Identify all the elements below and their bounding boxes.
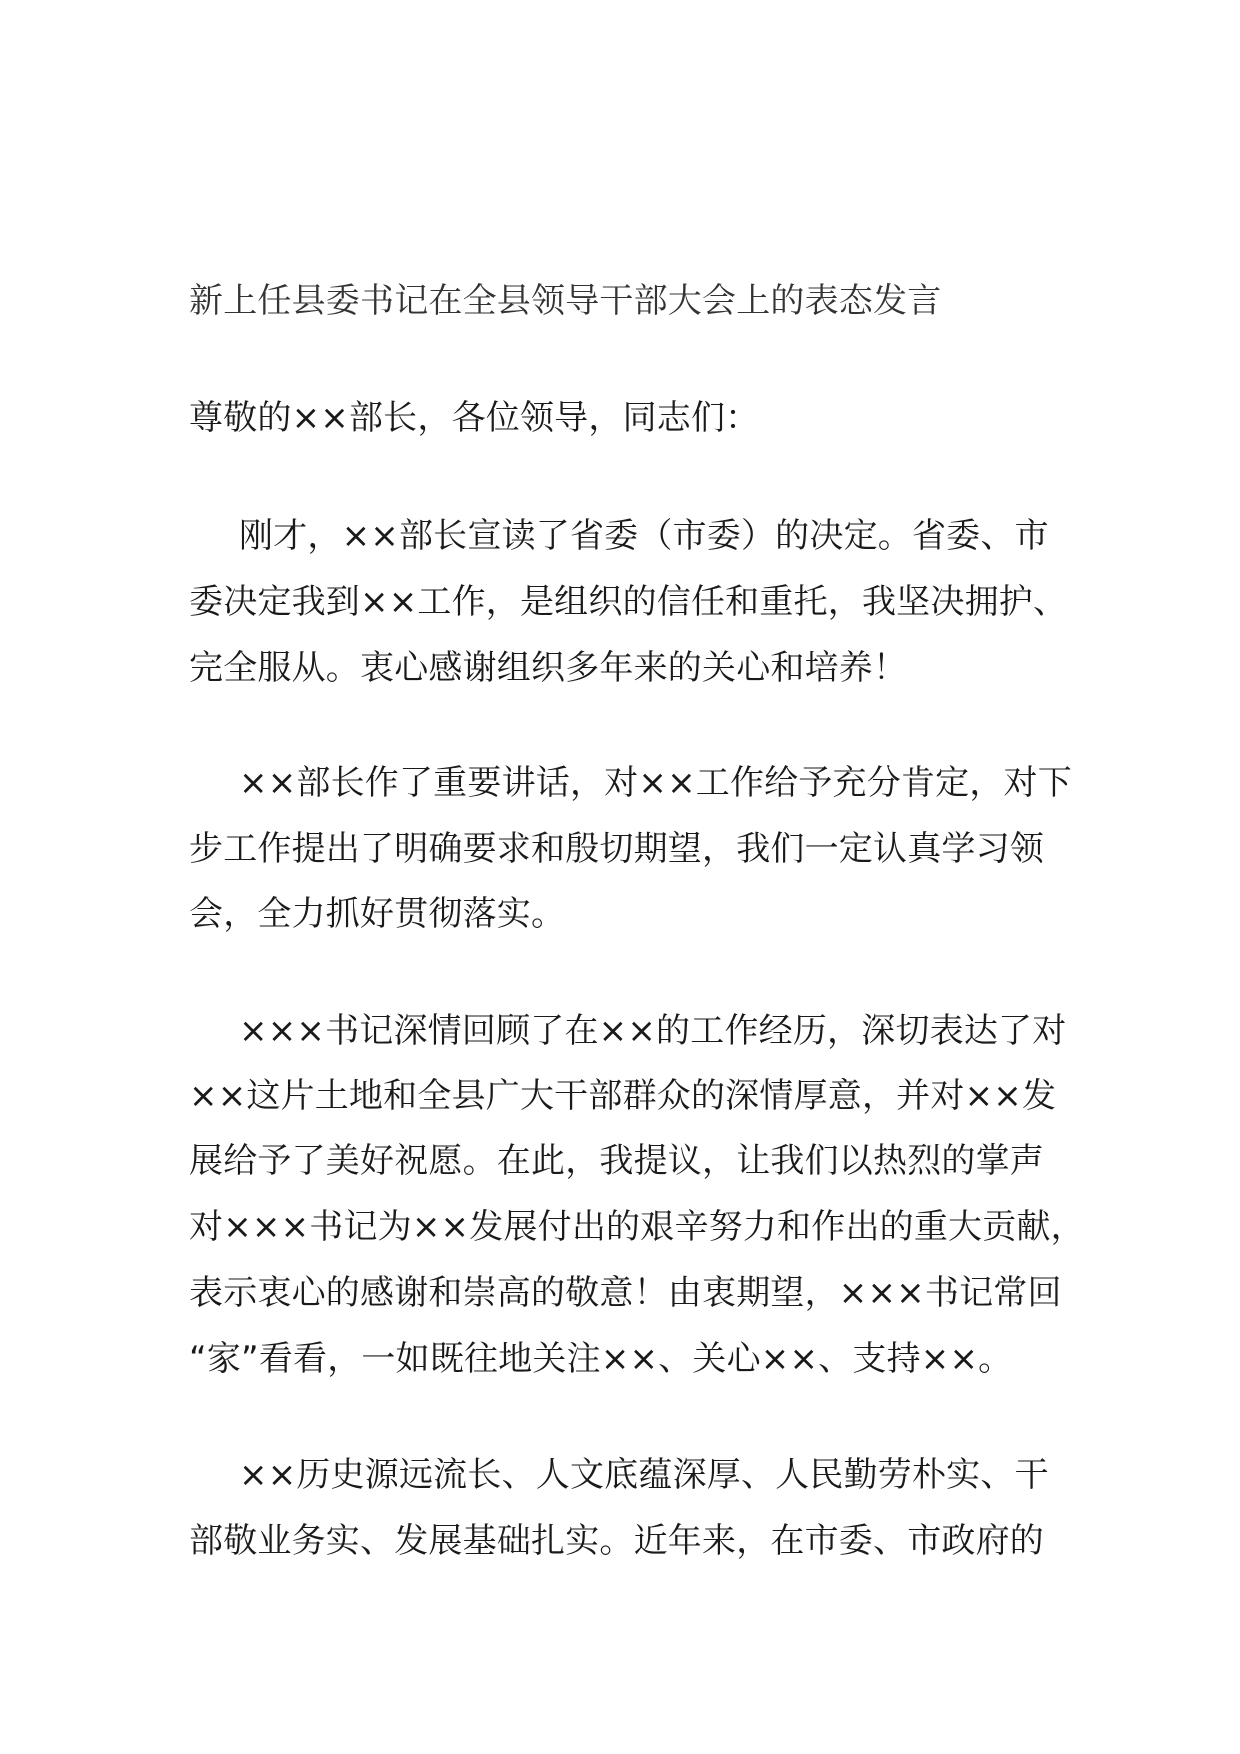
paragraph-line: 刚才，××部长宣读了省委（市委）的决定。省委、市 bbox=[239, 516, 1049, 556]
paragraph-line: 委决定我到××工作，是组织的信任和重托，我坚决拥护、 bbox=[189, 582, 1068, 622]
paragraph-line: ××历史源远流长、人文底蕴深厚、人民勤劳朴实、干 bbox=[239, 1455, 1049, 1495]
paragraph-line: 完全服从。衷心感谢组织多年来的关心和培养！ bbox=[189, 648, 908, 688]
paragraph-line: 部敬业务实、发展基础扎实。近年来，在市委、市政府的 bbox=[189, 1521, 1044, 1561]
paragraph-line: 展给予了美好祝愿。在此，我提议，让我们以热烈的掌声 bbox=[189, 1141, 1044, 1181]
paragraph-line: 对×××书记为××发展付出的艰辛努力和作出的重大贡献， bbox=[189, 1207, 1085, 1247]
paragraph-line: 会，全力抓好贯彻落实。 bbox=[189, 894, 566, 934]
paragraph-line: ××部长作了重要讲话，对××工作给予充分肯定，对下 bbox=[239, 763, 1072, 803]
paragraph-line: 步工作提出了明确要求和殷切期望，我们一定认真学习领 bbox=[189, 829, 1044, 869]
salutation: 尊敬的××部长，各位领导，同志们： bbox=[189, 398, 760, 438]
paragraph-line: “家”看看，一如既往地关注××、关心××、支持××。 bbox=[189, 1339, 1013, 1379]
document-title: 新上任县委书记在全县领导干部大会上的表态发言 bbox=[189, 281, 942, 321]
paragraph-line: 表示衷心的感谢和崇高的敬意！由衷期望，×××书记常回 bbox=[189, 1273, 1062, 1313]
paragraph-line: ×××书记深情回顾了在××的工作经历，深切表达了对 bbox=[239, 1011, 1067, 1051]
paragraph-line: ××这片土地和全县广大干部群众的深情厚意，并对××发 bbox=[189, 1076, 1057, 1116]
